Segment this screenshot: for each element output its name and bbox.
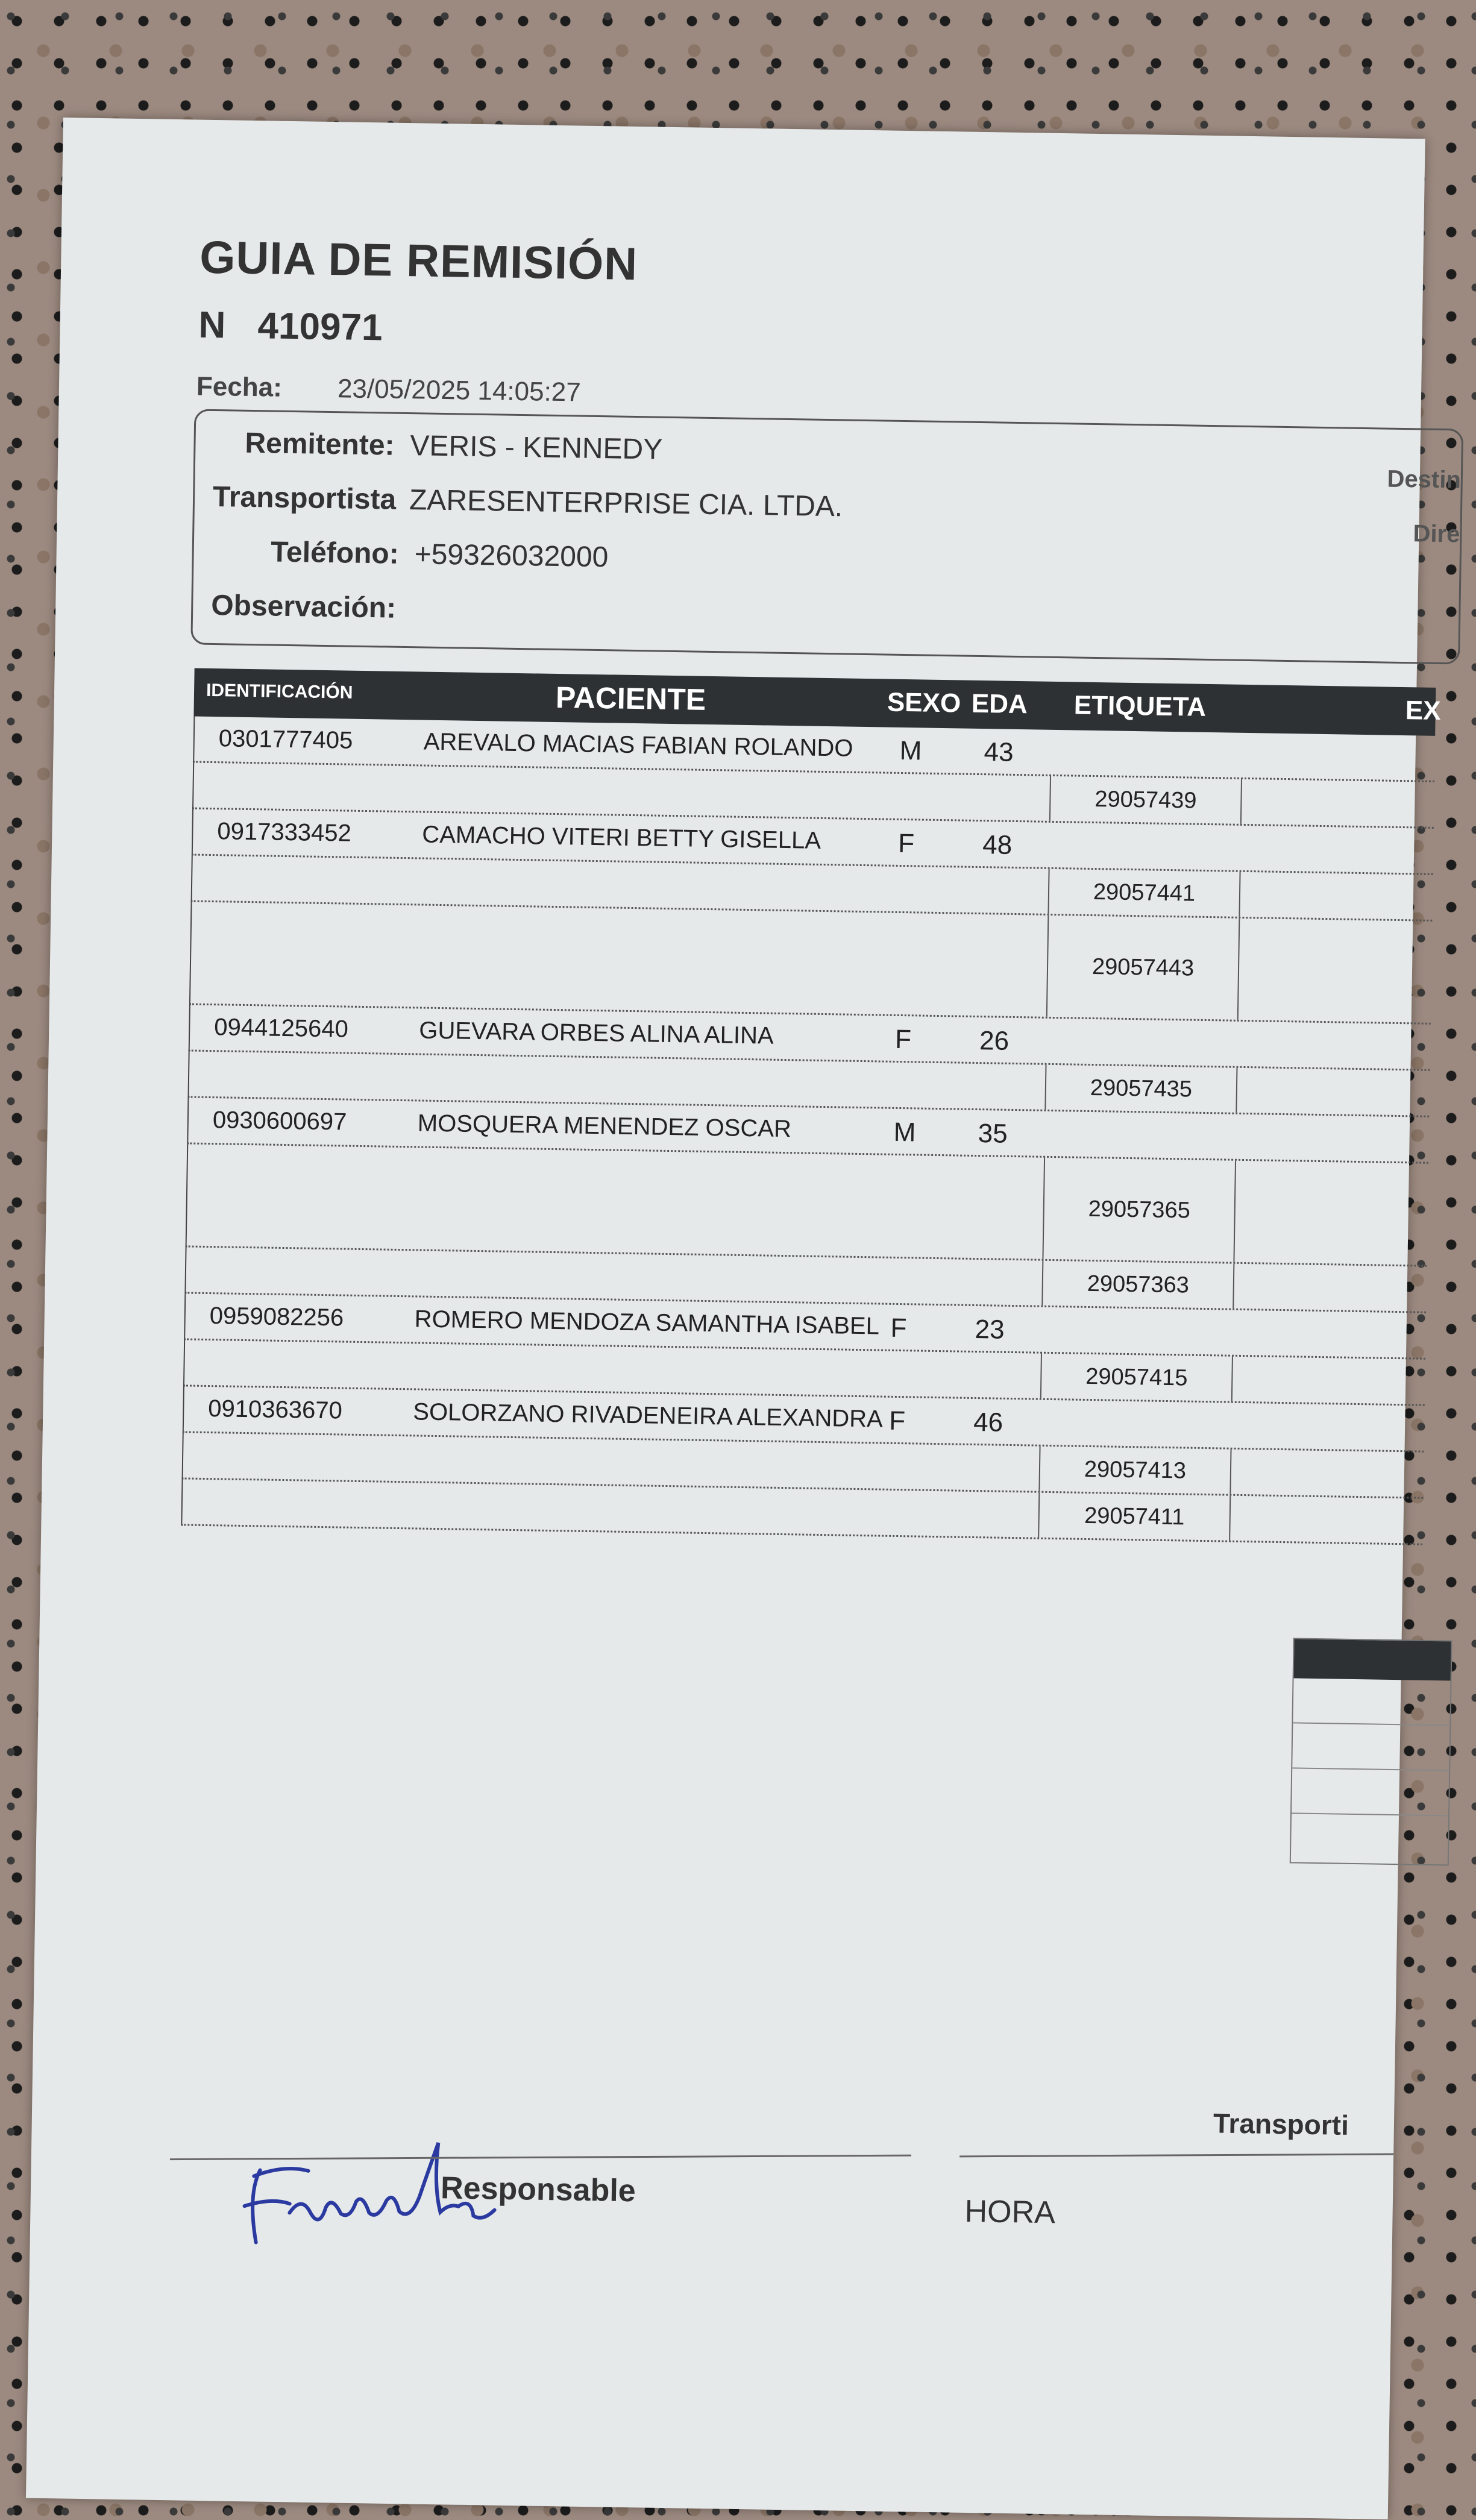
header-ex: EX xyxy=(1405,696,1441,726)
patient-edad: 48 xyxy=(982,830,1013,860)
header-identificacion: IDENTIFICACIÓN xyxy=(206,680,353,703)
document-number: 410971 xyxy=(257,305,383,349)
header-sexo: SEXO xyxy=(887,687,961,718)
patient-sexo: F xyxy=(894,1024,912,1055)
patient-sexo: F xyxy=(897,828,915,859)
document-title: GUIA DE REMISIÓN xyxy=(199,231,638,290)
etiqueta-value: 29057363 xyxy=(1041,1261,1234,1309)
etiqueta-value: 29057441 xyxy=(1047,869,1240,917)
header-edad: EDA xyxy=(971,688,1028,720)
date-value: 23/05/2025 14:05:27 xyxy=(337,374,582,407)
hora-signature-line xyxy=(959,2154,1393,2158)
summary-box xyxy=(1290,1638,1452,1865)
telefono-value: +59326032000 xyxy=(414,538,609,574)
destino-label: Destin xyxy=(1387,465,1462,494)
patient-sexo: F xyxy=(890,1313,907,1343)
remitente-field xyxy=(213,426,663,467)
patient-name: GUEVARA ORBES ALINA ALINA xyxy=(418,1017,774,1049)
patients-table xyxy=(181,668,1441,1545)
patient-edad: 35 xyxy=(978,1119,1008,1149)
patient-name: ROMERO MENDOZA SAMANTHA ISABEL xyxy=(414,1306,880,1340)
patient-id: 0944125640 xyxy=(213,1014,349,1043)
etiqueta-value: 29057365 xyxy=(1042,1158,1236,1262)
direccion-label: Dire xyxy=(1413,520,1460,548)
remitente-label: Remitente: xyxy=(245,427,395,462)
transportista-label: Transportista xyxy=(212,480,397,516)
etiqueta-value: 29057413 xyxy=(1038,1447,1231,1494)
document-number-row xyxy=(198,304,383,350)
transportista-signature-label: Transporti xyxy=(1213,2107,1349,2141)
etiqueta-value: 29057411 xyxy=(1038,1493,1231,1541)
hora-label: HORA xyxy=(964,2193,1056,2231)
transportista-field xyxy=(213,480,843,523)
summary-line xyxy=(1292,1723,1449,1771)
number-label: N xyxy=(198,304,226,347)
patient-edad: 43 xyxy=(984,737,1014,767)
etiqueta-row xyxy=(186,1144,1428,1266)
patient-sexo: M xyxy=(893,1117,916,1148)
etiqueta-row xyxy=(189,902,1432,1024)
table-body xyxy=(181,717,1435,1545)
etiqueta-value: 29057415 xyxy=(1040,1354,1233,1401)
etiqueta-value: 29057443 xyxy=(1046,916,1240,1020)
etiqueta-value: 29057435 xyxy=(1044,1065,1237,1113)
etiqueta-value: 29057439 xyxy=(1049,776,1242,824)
patient-name: SOLORZANO RIVADENEIRA ALEXANDRA xyxy=(412,1398,884,1433)
telefono-field xyxy=(212,535,608,574)
patient-id: 0959082256 xyxy=(209,1302,344,1331)
sender-info-box xyxy=(190,409,1463,664)
summary-line xyxy=(1293,1678,1450,1726)
responsable-label: Responsable xyxy=(440,2170,636,2209)
patient-edad: 46 xyxy=(973,1407,1003,1438)
patient-sexo: F xyxy=(888,1406,906,1436)
patient-sexo: M xyxy=(899,735,922,766)
summary-line xyxy=(1292,1768,1449,1816)
transportista-value: ZARESENTERPRISE CIA. LTDA. xyxy=(409,484,843,523)
patient-id: 0917333452 xyxy=(217,818,352,847)
patient-name: MOSQUERA MENENDEZ OSCAR xyxy=(417,1110,792,1143)
observacion-label: Observación: xyxy=(210,589,397,624)
patient-edad: 26 xyxy=(979,1026,1010,1056)
summary-header xyxy=(1294,1639,1451,1680)
patient-name: AREVALO MACIAS FABIAN ROLANDO xyxy=(423,728,853,762)
date-row xyxy=(196,372,581,408)
header-etiqueta: ETIQUETA xyxy=(1073,690,1207,722)
document-sheet xyxy=(26,118,1462,2519)
patient-edad: 23 xyxy=(975,1315,1005,1345)
date-label: Fecha: xyxy=(196,371,283,403)
remitente-value: VERIS - KENNEDY xyxy=(410,430,663,466)
patient-id: 0930600697 xyxy=(212,1107,347,1136)
telefono-label: Teléfono: xyxy=(270,536,400,570)
header-paciente: PACIENTE xyxy=(555,680,706,717)
patient-id: 0301777405 xyxy=(218,725,353,754)
patient-id: 0910363670 xyxy=(208,1395,343,1424)
patient-name: CAMACHO VITERI BETTY GISELLA xyxy=(422,821,821,854)
observacion-field xyxy=(211,589,397,625)
